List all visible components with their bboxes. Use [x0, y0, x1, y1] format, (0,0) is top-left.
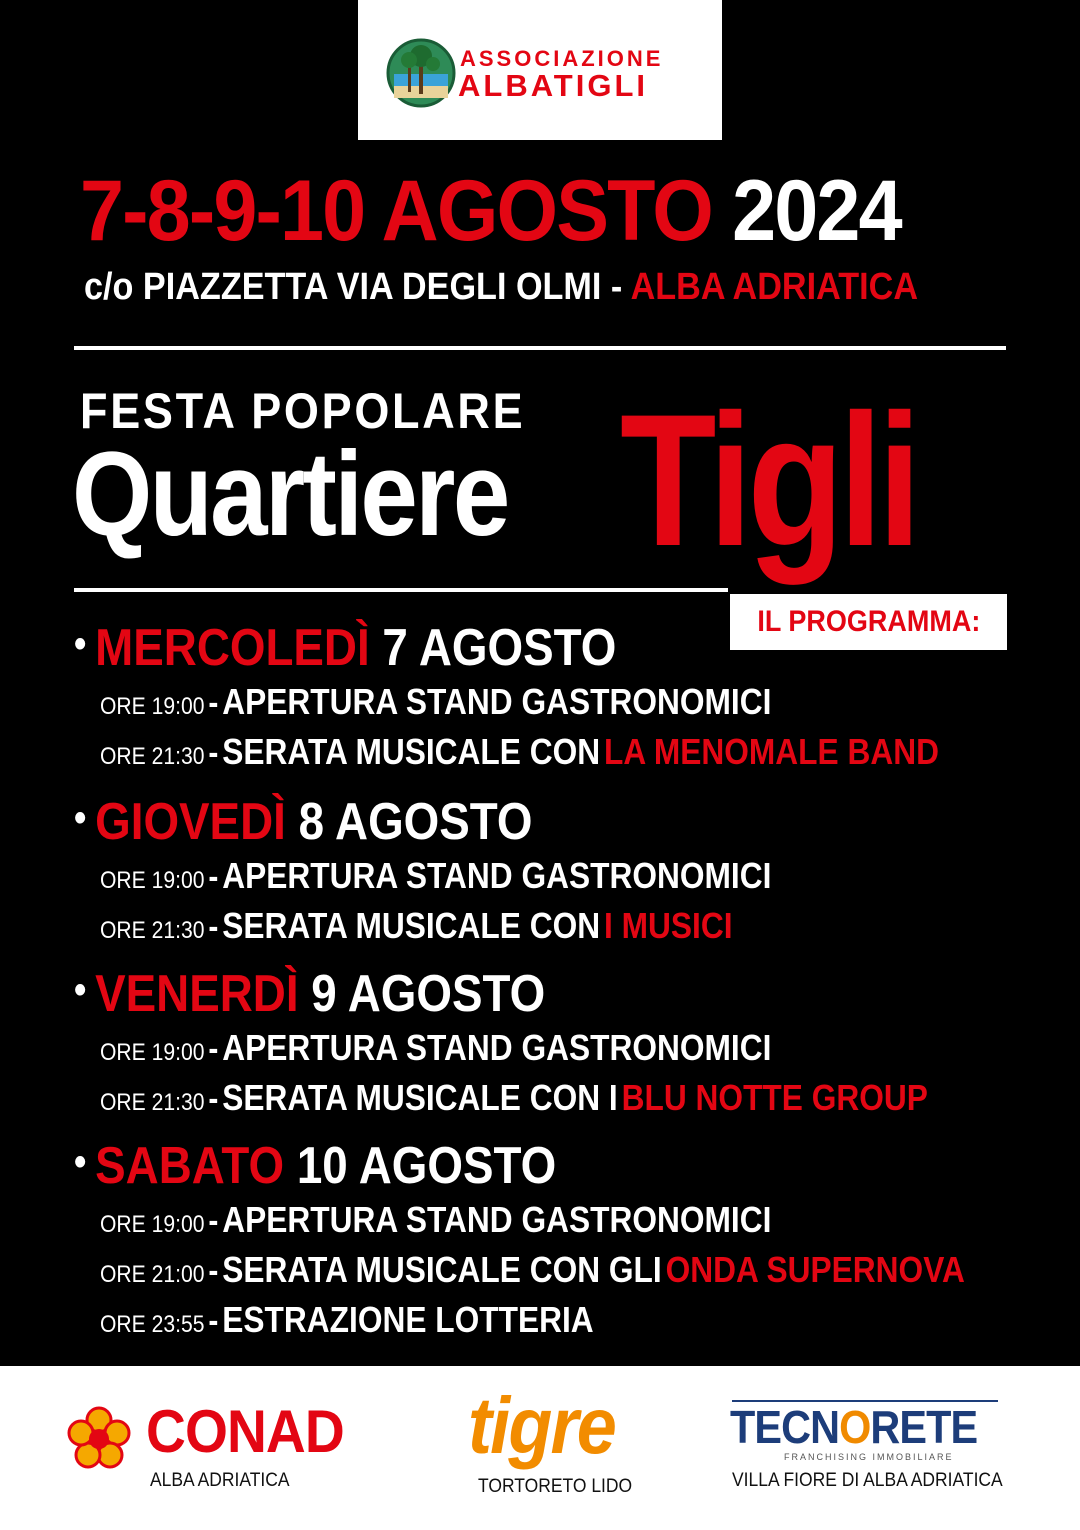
event-separator: -	[208, 858, 219, 896]
title-tigli: Tigli	[620, 375, 917, 585]
title-festa-popolare: FESTA POPOLARE	[80, 383, 526, 439]
event-row	[100, 1299, 661, 1340]
event-row	[100, 1077, 1041, 1118]
divider-top	[74, 346, 1006, 350]
day-date: 10 AGOSTO	[296, 1137, 557, 1195]
event-time: ORE 21:30	[100, 917, 205, 944]
albatigli-emblem-icon	[386, 38, 456, 108]
event-dates	[80, 163, 972, 259]
conad-logo-text: CONAD	[146, 1398, 344, 1465]
event-separator: -	[208, 1202, 219, 1240]
dates-month: AGOSTO	[381, 163, 712, 259]
event-time: ORE 19:00	[100, 1039, 205, 1066]
day-heading	[74, 793, 595, 851]
conad-location: ALBA ADRIATICA	[150, 1470, 290, 1491]
logo-line-2: ALBATIGLI	[458, 68, 649, 103]
event-separator: -	[208, 1080, 219, 1118]
day-name: VENERDÌ	[95, 965, 299, 1023]
event-performer: I MUSICI	[604, 905, 733, 946]
event-row	[100, 1199, 863, 1240]
day-name: GIOVEDÌ	[95, 793, 286, 851]
event-description: SERATA MUSICALE CON	[222, 905, 601, 946]
day-heading	[74, 965, 609, 1023]
venue-place: c/o PIAZZETTA VIA DEGLI OLMI -	[84, 266, 623, 308]
event-description: SERATA MUSICALE CON GLI	[222, 1249, 662, 1290]
event-performer: ONDA SUPERNOVA	[665, 1249, 965, 1290]
tecnorete-location: VILLA FIORE DI ALBA ADRIATICA	[732, 1470, 1003, 1491]
event-row	[100, 1249, 1080, 1290]
event-description: APERTURA STAND GASTRONOMICI	[222, 681, 772, 722]
event-description: ESTRAZIONE LOTTERIA	[222, 1299, 594, 1340]
divider-bottom	[74, 588, 728, 592]
tecnorete-tagline: FRANCHISING IMMOBILIARE	[784, 1452, 954, 1462]
day-name: MERCOLEDÌ	[95, 619, 370, 677]
event-description: APERTURA STAND GASTRONOMICI	[222, 1199, 772, 1240]
event-row	[100, 681, 863, 722]
event-time: ORE 19:00	[100, 693, 205, 720]
association-logo-card	[358, 0, 722, 140]
venue-city: ALBA ADRIATICA	[630, 266, 919, 308]
event-time: ORE 21:00	[100, 1261, 205, 1288]
event-separator: -	[208, 684, 219, 722]
event-time: ORE 21:30	[100, 1089, 205, 1116]
event-time: ORE 19:00	[100, 867, 205, 894]
event-time: ORE 21:30	[100, 743, 205, 770]
day-heading	[74, 619, 690, 677]
event-performer: BLU NOTTE GROUP	[621, 1077, 928, 1118]
event-separator: -	[208, 1302, 219, 1340]
event-description: APERTURA STAND GASTRONOMICI	[222, 855, 772, 896]
event-performer: LA MENOMALE BAND	[604, 731, 939, 772]
day-heading	[74, 1137, 622, 1195]
event-row	[100, 905, 819, 946]
day-date: 9 AGOSTO	[311, 965, 546, 1023]
conad-flower-icon	[66, 1406, 132, 1472]
event-time: ORE 19:00	[100, 1211, 205, 1238]
bullet-icon: •	[74, 1140, 87, 1184]
event-description: APERTURA STAND GASTRONOMICI	[222, 1027, 772, 1068]
event-row	[100, 731, 1053, 772]
event-separator: -	[208, 908, 219, 946]
day-date: 7 AGOSTO	[382, 619, 617, 677]
logo-line-1: ASSOCIAZIONE	[460, 46, 664, 71]
event-separator: -	[208, 734, 219, 772]
dates-days: 7-8-9-10	[80, 163, 365, 259]
event-description: SERATA MUSICALE CON	[222, 731, 601, 772]
event-separator: -	[208, 1030, 219, 1068]
tecnorete-logo-text: TECNORETE	[730, 1401, 978, 1453]
event-row	[100, 855, 863, 896]
event-time: ORE 23:55	[100, 1311, 205, 1338]
tigre-location: TORTORETO LIDO	[478, 1476, 633, 1497]
venue	[84, 268, 1011, 306]
day-name: SABATO	[95, 1137, 285, 1195]
event-row	[100, 1027, 863, 1068]
bullet-icon: •	[74, 622, 87, 666]
dates-year: 2024	[732, 163, 901, 259]
event-separator: -	[208, 1252, 219, 1290]
programma-label: IL PROGRAMMA:	[730, 594, 1007, 650]
event-description: SERATA MUSICALE CON I	[222, 1077, 618, 1118]
title-quartiere: Quartiere	[72, 427, 508, 561]
bullet-icon: •	[74, 796, 87, 840]
day-date: 8 AGOSTO	[298, 793, 533, 851]
bullet-icon: •	[74, 968, 87, 1012]
sponsors-footer	[0, 1366, 1080, 1530]
tigre-logo-text: tigre	[468, 1381, 616, 1470]
